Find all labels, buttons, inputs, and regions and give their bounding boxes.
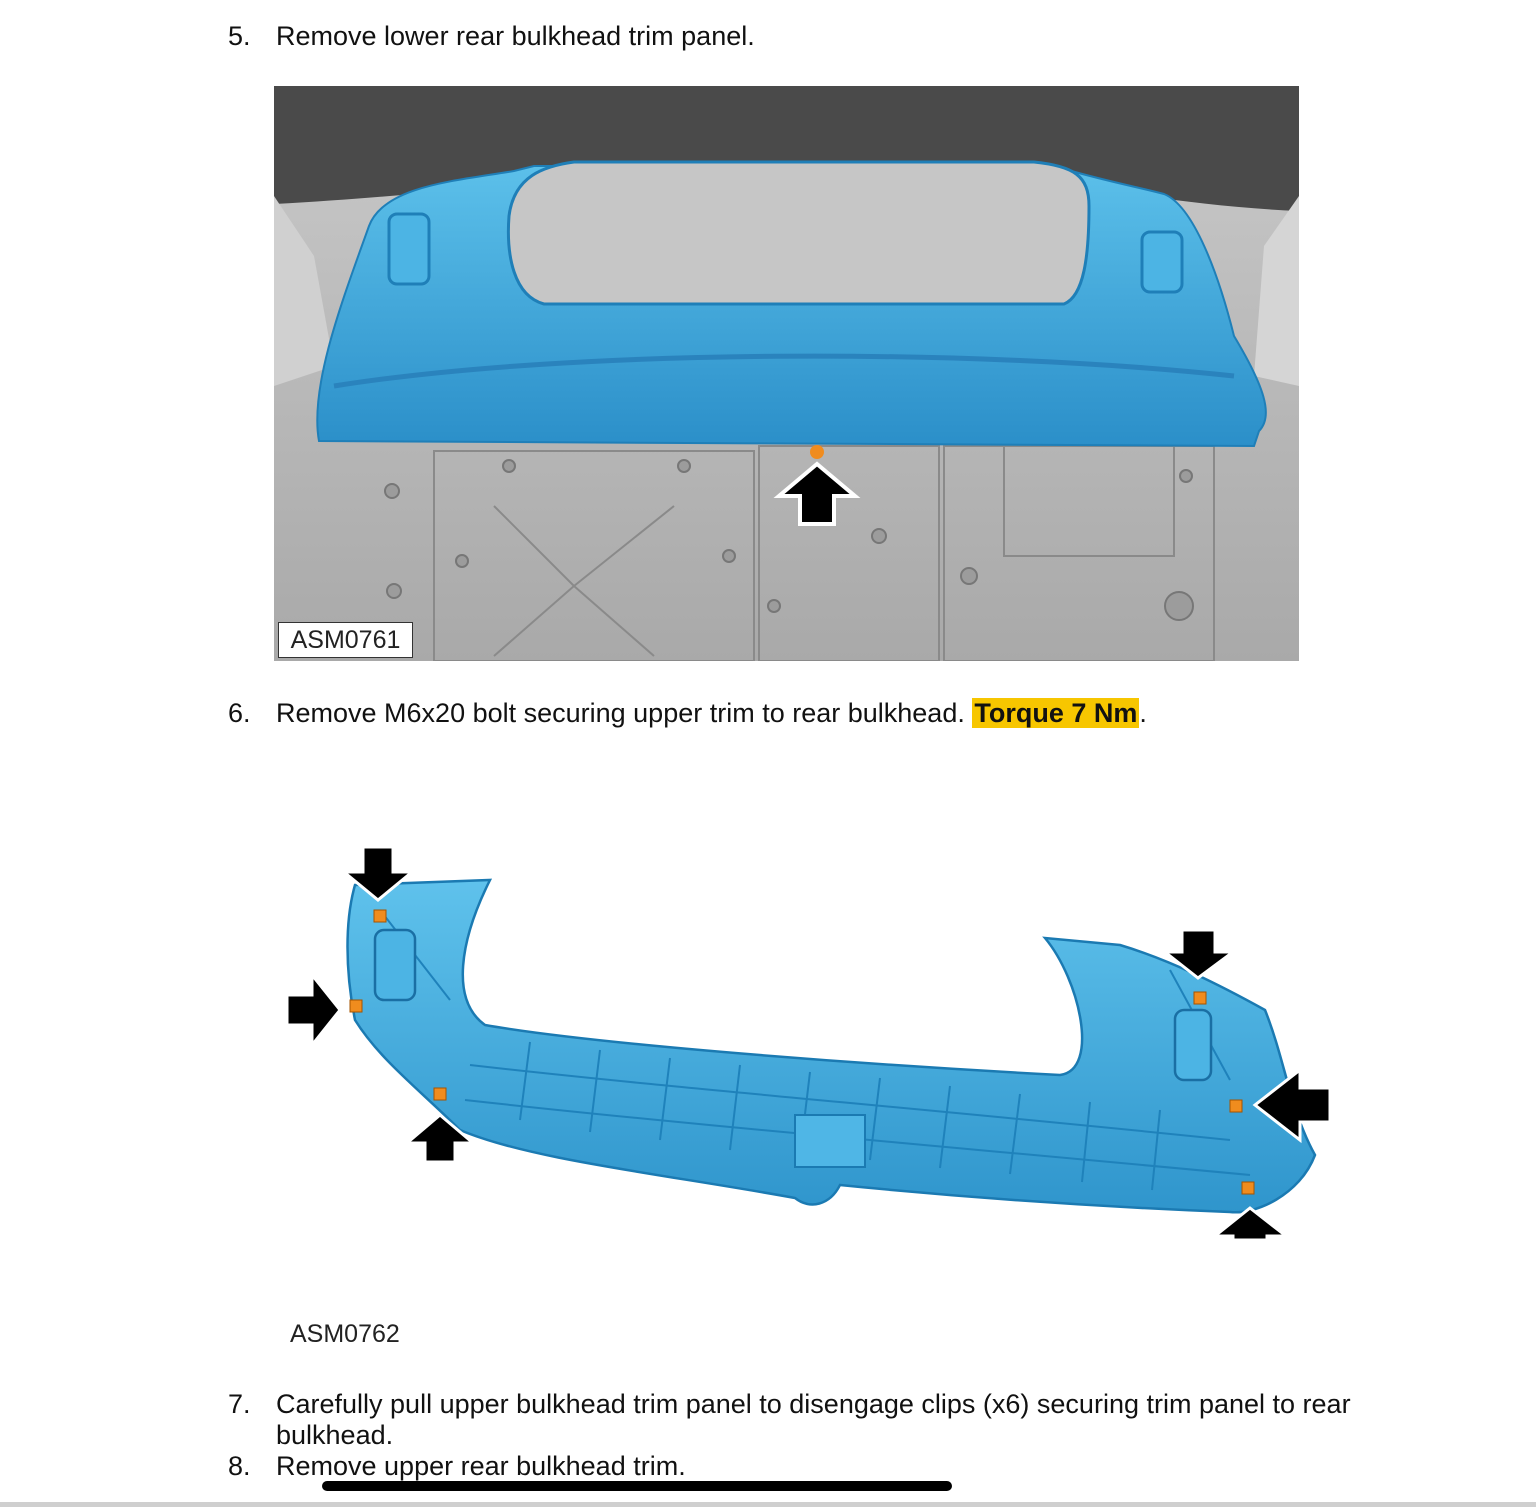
bottom-divider xyxy=(0,1502,1536,1507)
figure-label: ASM0761 xyxy=(278,622,413,658)
step-text-end: . xyxy=(1139,698,1147,728)
step-text: Remove upper rear bulkhead trim. xyxy=(276,1451,686,1481)
step-text: Remove lower rear bulkhead trim panel. xyxy=(276,21,755,51)
figure-asm0761 xyxy=(274,86,1299,661)
step-number: 8. xyxy=(228,1451,251,1481)
figure-asm0762 xyxy=(270,820,1330,1240)
step-number: 6. xyxy=(228,698,251,728)
step-number: 7. xyxy=(228,1389,251,1419)
step-text: Remove M6x20 bolt securing upper trim to rear bulkhead. xyxy=(276,698,965,728)
torque-highlight: Torque 7 Nm xyxy=(974,698,1138,728)
home-indicator[interactable] xyxy=(322,1481,952,1491)
step-text: Carefully pull upper bulkhead trim panel to disengage clips (x6) securing trim panel to rear bulkhead. xyxy=(276,1389,1351,1450)
step-number: 5. xyxy=(228,21,251,51)
figure-label: ASM0762 xyxy=(290,1320,400,1348)
